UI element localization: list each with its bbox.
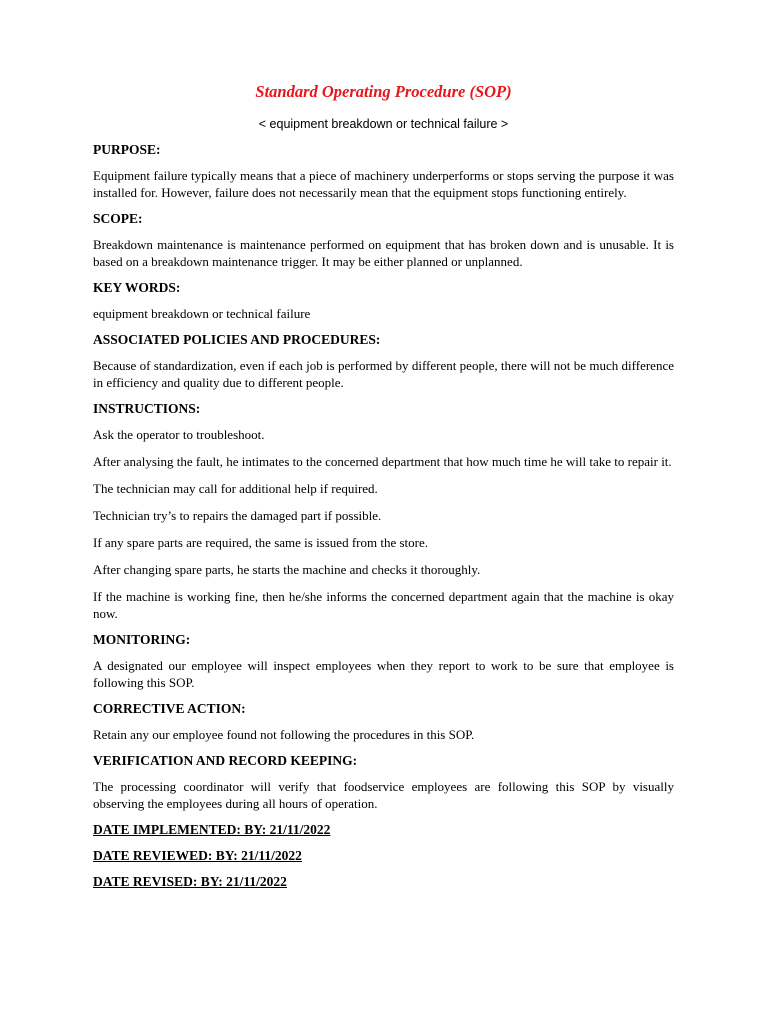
document-page (93, 82, 674, 900)
document-title: Standard Operating Procedure (SOP) (255, 82, 512, 101)
verification-text: The processing coordinator will verify that foodservice employees are following this SOP by visually observing the employees during all hours of operation. (93, 779, 674, 811)
date-implemented: DATE IMPLEMENTED: BY: 21/11/2022 (93, 822, 331, 837)
keywords-text: equipment breakdown or technical failure (93, 306, 311, 321)
instruction-step: If the machine is working fine, then he/she informs the concerned department again that the machine is okay now. (93, 589, 674, 621)
monitoring-heading: MONITORING: (93, 632, 191, 647)
date-reviewed: DATE REVIEWED: BY: 21/11/2022 (93, 848, 302, 863)
verification-heading: VERIFICATION AND RECORD KEEPING: (93, 753, 358, 768)
instruction-step: After changing spare parts, he starts the machine and checks it thoroughly. (93, 562, 481, 577)
instructions-heading: INSTRUCTIONS: (93, 401, 201, 416)
scope-text: Breakdown maintenance is maintenance performed on equipment that has broken down and is unusable. It is based on a breakdown maintenance trigger. It may be either planned or unplanned. (93, 237, 674, 269)
associated-policies-text: Because of standardization, even if each job is performed by different people, there will not be much difference in efficiency and quality due to different people. (93, 358, 674, 390)
purpose-heading: PURPOSE: (93, 142, 161, 157)
document-subtitle: < equipment breakdown or technical failure > (258, 117, 509, 131)
corrective-action-text: Retain any our employee found not following the procedures in this SOP. (93, 727, 475, 742)
instruction-step: Ask the operator to troubleshoot. (93, 427, 265, 442)
instruction-step: The technician may call for additional help if required. (93, 481, 378, 496)
date-revised: DATE REVISED: BY: 21/11/2022 (93, 874, 287, 889)
purpose-text: Equipment failure typically means that a piece of machinery underperforms or stops serving the purpose it was installed for. However, failure does not necessarily mean that the equipment stops functioning entirely. (93, 168, 674, 200)
keywords-heading: KEY WORDS: (93, 280, 181, 295)
monitoring-text: A designated our employee will inspect employees when they report to work to be sure that employee is following this SOP. (93, 658, 674, 690)
instruction-step: If any spare parts are required, the same is issued from the store. (93, 535, 428, 550)
associated-policies-heading: ASSOCIATED POLICIES AND PROCEDURES: (93, 332, 381, 347)
scope-heading: SCOPE: (93, 211, 143, 226)
corrective-action-heading: CORRECTIVE ACTION: (93, 701, 246, 716)
instruction-step: After analysing the fault, he intimates to the concerned department that how much time he will take to repair it. (93, 454, 672, 469)
instruction-step: Technician try’s to repairs the damaged part if possible. (93, 508, 382, 523)
